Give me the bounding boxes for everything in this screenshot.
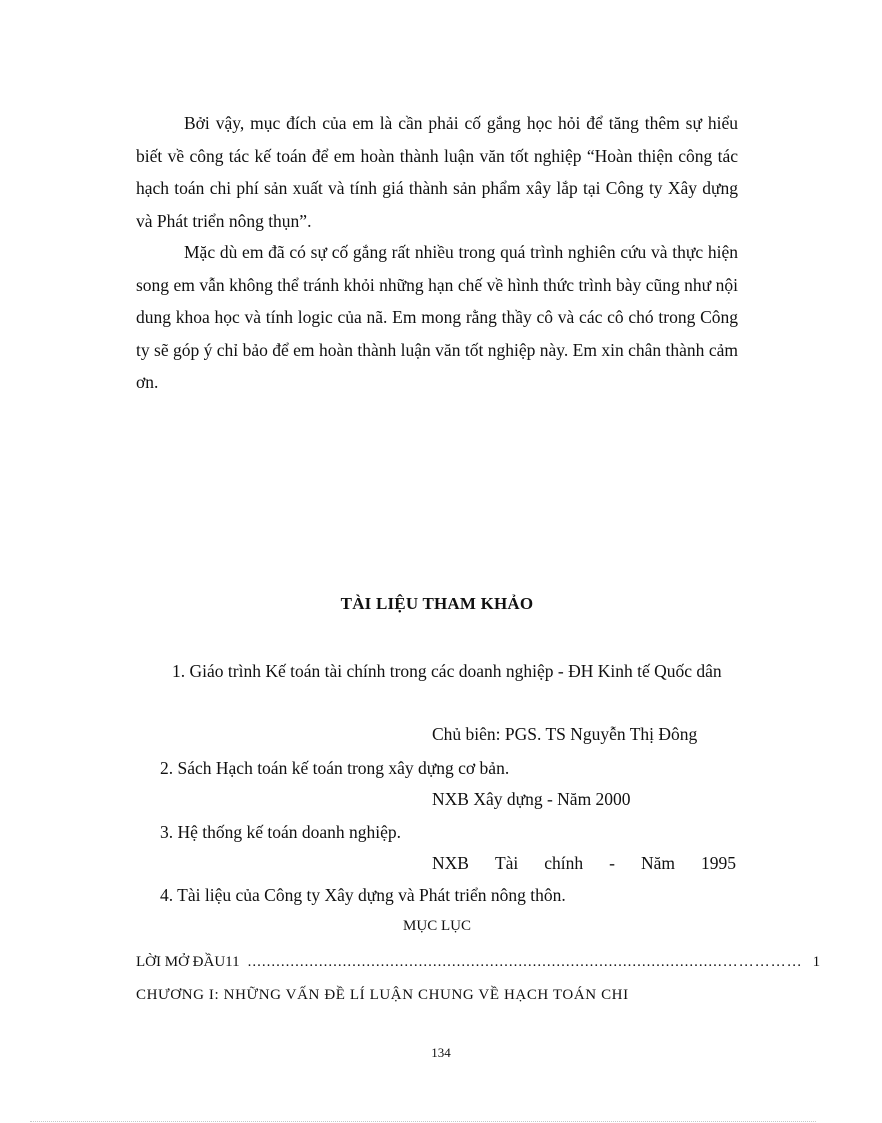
attribution-word: Tài: [494, 853, 519, 873]
toc-entry: [136, 954, 821, 971]
toc-leader-dots: ....................................................................................................……………: [247, 954, 803, 970]
attribution-word: 1995: [700, 853, 736, 873]
page-bottom-divider: [30, 1121, 816, 1122]
attribution-word: NXB: [432, 853, 469, 873]
toc-title: MỤC LỤC: [403, 918, 471, 934]
attribution-word: -: [609, 853, 615, 873]
reference-1-attribution: Chủ biên: PGS. TS Nguyễn Thị Đông: [432, 724, 698, 744]
toc-entry: [136, 987, 736, 1004]
attribution-word: chính: [544, 853, 584, 873]
references-heading: TÀI LIỆU THAM KHẢO: [340, 594, 534, 613]
toc-entry-label: LỜI MỞ ĐẦU11: [136, 954, 240, 970]
reference-2-attribution: NXB Xây dựng - Năm 2000: [432, 789, 631, 809]
reference-item-1: 1. Giáo trình Kế toán tài chính trong các doanh nghiệp - ĐH Kinh tế Quốc dân: [172, 661, 722, 681]
toc-entry-page: 1: [812, 954, 821, 970]
body-paragraph-1: Bởi vậy, mục đích của em là cần phải cố gắng học hỏi để tăng thêm sự hiểu biết về công tác kế toán để em hoàn thành luận văn tốt nghiệp “Hoàn thiện công tác hạch toán chi phí sản xuất và tính giá thành sản phẩm xây lắp tại Công ty Xây dựng và Phát triển nông thụn”.: [136, 113, 738, 231]
reference-3-attribution: [432, 853, 736, 874]
reference-item-2: 2. Sách Hạch toán kế toán trong xây dựng cơ bản.: [160, 758, 510, 778]
reference-item-3: 3. Hệ thống kế toán doanh nghiệp.: [160, 822, 402, 842]
reference-item-4: 4. Tài liệu của Công ty Xây dựng và Phát triển nông thôn.: [160, 885, 566, 905]
toc-entry-label: CHƯƠNG I: NHỮNG VẤN ĐỀ LÍ LUẬN CHUNG VỀ HẠCH TOÁN CHI: [136, 987, 629, 1003]
page-number: 134: [431, 1045, 451, 1060]
attribution-word: Năm: [640, 853, 675, 873]
body-paragraph-2: Mặc dù em đã có sự cố gắng rất nhiều trong quá trình nghiên cứu và thực hiện song em vẫn không thể tránh khỏi những hạn chế về hình thức trình bày cũng như nội dung khoa học và tính logic của nã. Em mong rằng thầy cô và các cô chó trong Công ty sẽ góp ý chỉ bảo để em hoàn thành luận văn tốt nghiệp này. Em xin chân thành cảm ơn.: [136, 242, 738, 392]
